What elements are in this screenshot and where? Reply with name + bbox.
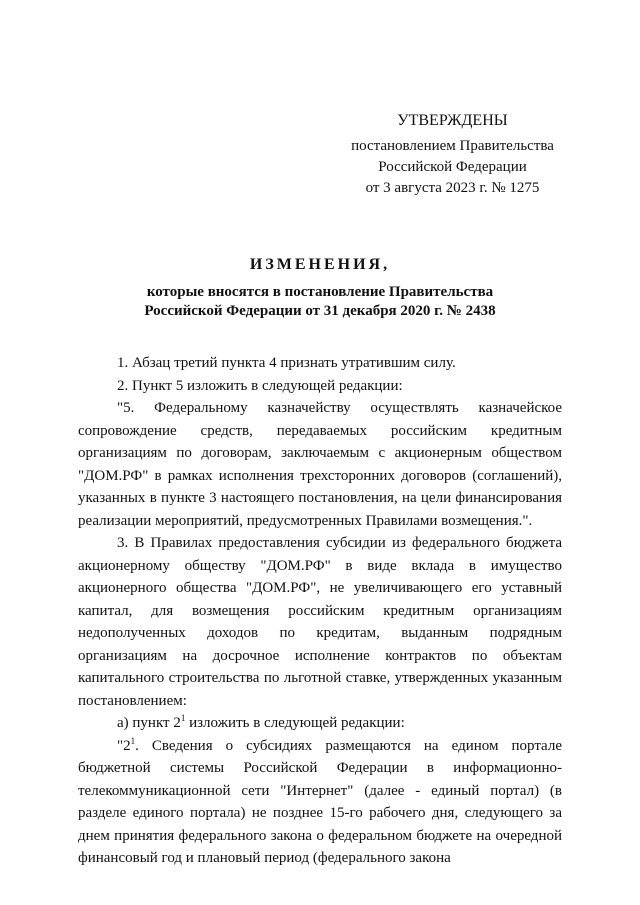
paragraph-1: 1. Абзац третий пункта 4 признать утратившим силу. (117, 355, 456, 371)
approval-block (345, 110, 560, 199)
paragraph-5-end: изложить в следующей редакции: (185, 715, 405, 731)
approval-line-2: Российской Федерации (378, 159, 527, 175)
approval-line-3: от 3 августа 2023 г. № 1275 (365, 180, 540, 196)
document-body (78, 352, 562, 870)
document-subtitle (80, 283, 560, 321)
paragraph-5-start: а) пункт 2 (117, 715, 181, 731)
paragraph-6-end: . Сведения о субсидиях размещаются на едином портале бюджетной системы Российской Федерации в информационно-телекоммуникационной сети "Интернет" (далее - единый портал) (в разделе единого портала) не позднее 15-го рабочего дня, следующего за днем принятия федерального закона о федеральном бюджете на очередной финансовый год и плановый период (федерального закона (78, 737, 562, 866)
paragraph-3: "5. Федеральному казначейству осуществлять казначейское сопровождение средств, передаваемых российским кредитным организациям по договорам, заключаемым с акционерным обществом "ДОМ.РФ" в рамках исполнения трехсторонних договоров (соглашений), указанных в пункте 3 настоящего постановления, на цели финансирования реализации мероприятий, предусмотренных Правилами возмещения.". (78, 400, 562, 529)
paragraph-2: 2. Пункт 5 изложить в следующей редакции: (117, 377, 403, 394)
paragraph-6-start: "2 (117, 737, 131, 754)
document-title: ИЗМЕНЕНИЯ, (249, 256, 391, 273)
subtitle-line-2: Российской Федерации от 31 декабря 2020 г. № 2438 (144, 303, 496, 319)
paragraph-5-superscript: 1 (180, 713, 186, 723)
paragraph-6-superscript: 1 (130, 735, 136, 746)
approval-heading: УТВЕРЖДЕНЫ (397, 112, 508, 129)
subtitle-line-1: которые вносятся в постановление Правительства (146, 284, 494, 300)
paragraph-4: 3. В Правилах предоставления субсидии из федерального бюджета акционерному обществу "ДОМ.РФ" в виде вклада в имущество акционерного общества "ДОМ.РФ", не увеличивающего его уставный капитал, для возмещения российским кредитным организациям недополученных доходов по кредитам, выданным подрядным организациям на досрочное исполнение контрактов по объектам капитального строительства по льготной ставке, утвержденных указанным постановлением: (78, 535, 562, 709)
paragraph-6 (78, 735, 562, 870)
paragraph-5 (78, 712, 562, 735)
approval-line-1: постановлением Правительства (351, 138, 554, 154)
